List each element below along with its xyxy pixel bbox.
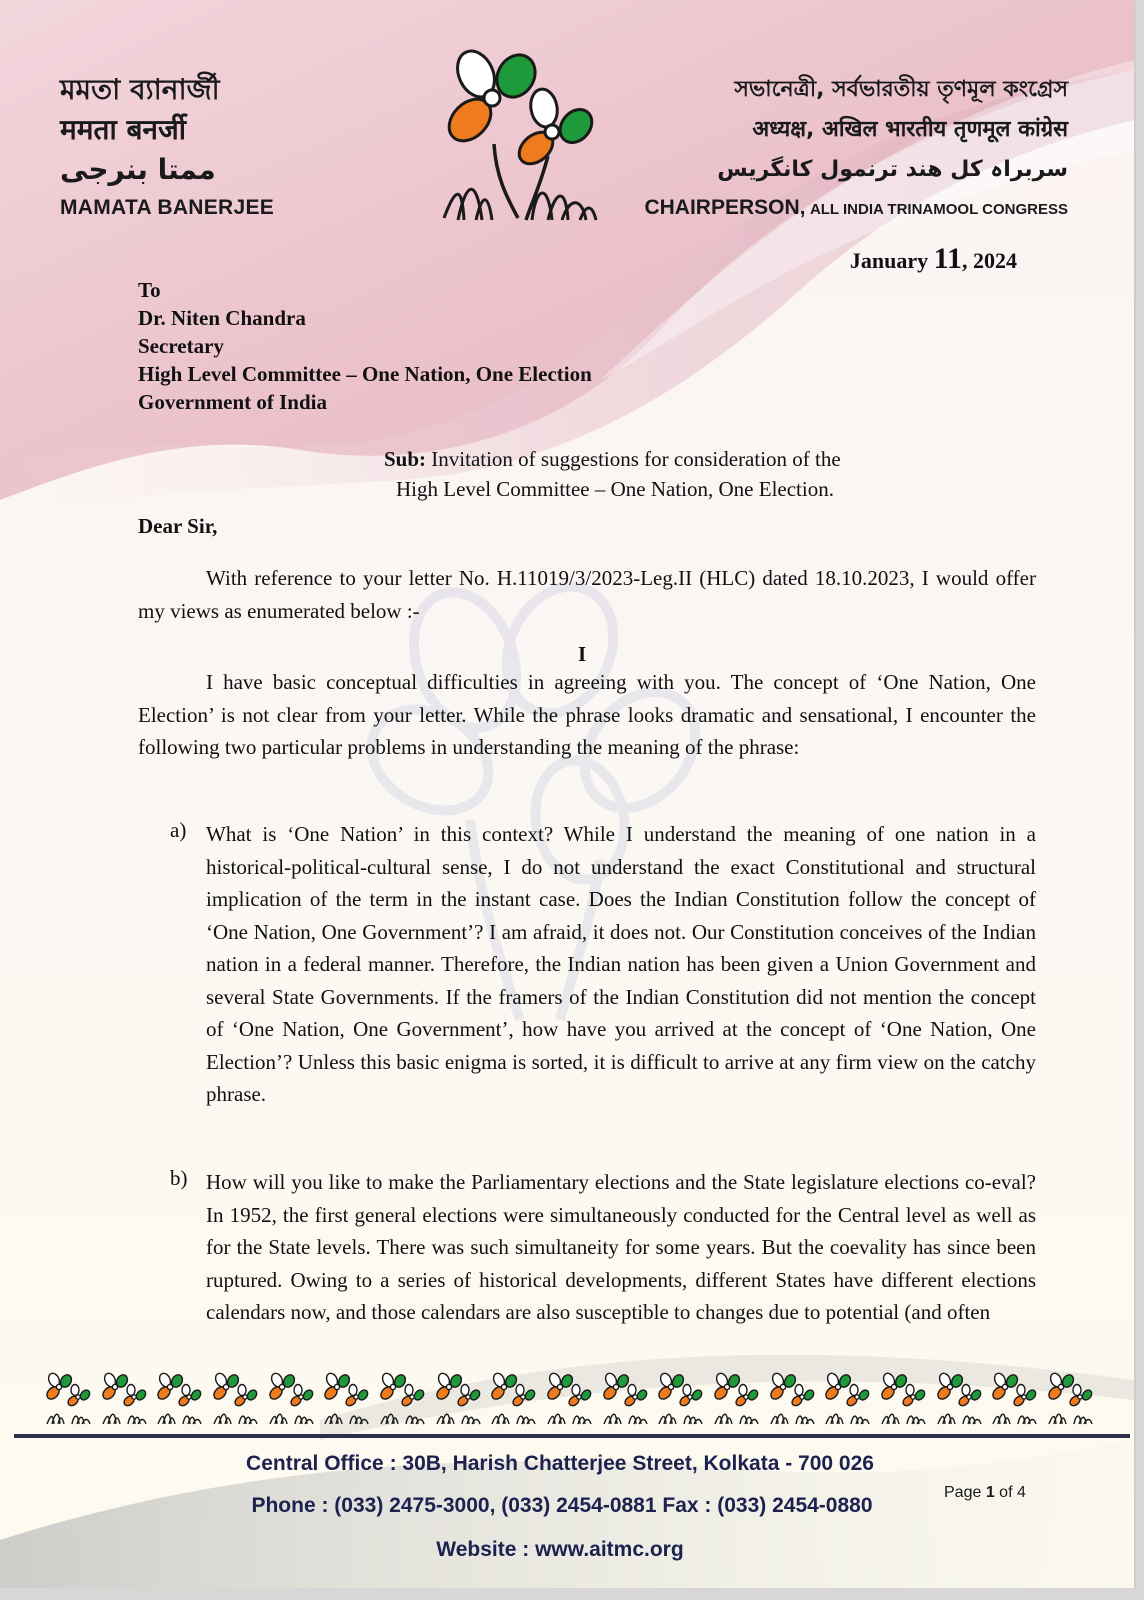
- page-total: of 4: [994, 1484, 1026, 1501]
- title-english: [644, 196, 1068, 220]
- sender-name-bengali: মমতা ব্যানার্জী: [60, 73, 220, 106]
- office-title-block: [644, 70, 1068, 220]
- address-line: Secretary: [138, 334, 224, 358]
- footer-office-address: Central Office : 30B, Harish Chatterjee Street, Kolkata - 700 026: [246, 1452, 874, 1475]
- party-name: ALL INDIA TRINAMOOL CONGRESS: [809, 201, 1068, 218]
- footer-logo-icon: [712, 1370, 760, 1426]
- footer-website: Website : www.aitmc.org: [436, 1538, 684, 1561]
- item-label-a: a): [170, 818, 187, 842]
- footer-logo-icon: [434, 1370, 482, 1426]
- footer-logo-icon: [155, 1370, 203, 1426]
- footer-logo-icon: [100, 1370, 148, 1426]
- sender-name-urdu: ممتا بنرجی: [60, 153, 216, 186]
- footer-logo-icon: [267, 1370, 315, 1426]
- item-text-a: What is ‘One Nation’ in this context? While I understand the meaning of one nation in a historical-political-cultural sense, I do not understand the exact Constitutional and structural implication of the term in the instant case. Does the Indian Constitution follow the concept of ‘One Nation, One Government’? I am afraid, it does not. Our Constitution conceives of the Indian nation in a federal manner. Therefore, the Indian nation has been given a Union Government and several State Governments. If the framers of the Indian Constitution did not mention the concept of ‘One Nation, One Government’, how have you arrived at the concept of ‘One Nation, One Election’? Unless this basic enigma is sorted, it is difficult to arrive at any firm view on the catchy phrase.: [206, 822, 1036, 1106]
- footer-phone-fax: Phone : (033) 2475-3000, (033) 2454-0881 Fax : (033) 2454-0880: [251, 1494, 873, 1517]
- subject-label: Sub:: [384, 447, 427, 471]
- title-urdu: سربراہ کل ھند ترنمول کانگریس: [717, 157, 1068, 182]
- sender-name-english: MAMATA BANERJEE: [60, 196, 275, 219]
- intro-paragraph: I have basic conceptual difficulties in agreeing with you. The concept of ‘One Nation, One Election’ is not clear from your letter. While the phrase looks dramatic and sensational, I encounter the following two particular problems in understanding the meaning of the phrase:: [138, 670, 1036, 759]
- chairperson-label: CHAIRPERSON,: [644, 196, 806, 219]
- footer-logo-row: [44, 1370, 1094, 1426]
- subject-line: [384, 444, 841, 504]
- footer-divider: [14, 1434, 1130, 1438]
- page-current: 1: [985, 1484, 995, 1501]
- item-text-b: How will you like to make the Parliamentary elections and the State legislature elections co-eval? In 1952, the first general elections were simultaneously conducted for the Central level as well as for the State levels. There was such simultaneity for some years. But the coevality has since been ruptured. Owing to a series of historical developments, different States have different elections calendars now, and those calendars are also susceptible to changes due to potential (and often: [206, 1170, 1036, 1324]
- date-year: , 2024: [962, 248, 1017, 273]
- footer-logo-icon: [545, 1370, 593, 1426]
- footer-logo-icon: [378, 1370, 426, 1426]
- subject-text-2: High Level Committee – One Nation, One Election.: [396, 477, 834, 501]
- footer-logo-icon: [1046, 1370, 1094, 1426]
- salutation: Dear Sir,: [138, 514, 218, 538]
- footer-logo-icon: [656, 1370, 704, 1426]
- subject-text-1: Invitation of suggestions for consideration of the: [426, 447, 841, 471]
- title-hindi: अध्यक्ष, अखिल भारतीय तृणमूल कांग्रेस: [752, 117, 1068, 142]
- title-bengali: সভানেত্রী, সর্বভারতীয় তৃণমূল কংগ্রেস: [734, 77, 1068, 102]
- section-number: I: [578, 642, 587, 666]
- trinamool-flower-grass-icon: [436, 36, 598, 232]
- footer-logo-icon: [211, 1370, 259, 1426]
- address-line: Dr. Niten Chandra: [138, 306, 306, 330]
- date-month: January: [849, 248, 929, 273]
- address-line: High Level Committee – One Nation, One Election: [138, 362, 592, 386]
- letter-date: [850, 242, 1017, 276]
- item-label-b: b): [170, 1166, 188, 1190]
- page-number: [944, 1484, 1026, 1502]
- footer-logo-icon: [879, 1370, 927, 1426]
- date-day-handwritten: 11: [933, 242, 962, 275]
- address-line: Government of India: [138, 390, 327, 414]
- sender-name-hindi: ममता बनर्जी: [60, 113, 187, 146]
- address-line: To: [138, 278, 161, 302]
- footer-logo-icon: [44, 1370, 92, 1426]
- sender-block: [60, 70, 274, 220]
- footer-logo-icon: [489, 1370, 537, 1426]
- reference-paragraph: With reference to your letter No. H.11019/3/2023-Leg.II (HLC) dated 18.10.2023, I would offer my views as enumerated below :-: [138, 566, 1036, 623]
- footer-logo-icon: [823, 1370, 871, 1426]
- footer-logo-icon: [990, 1370, 1038, 1426]
- page-prefix: Page: [944, 1484, 986, 1501]
- footer-logo-icon: [935, 1370, 983, 1426]
- recipient-address: [138, 276, 592, 416]
- footer-logo-icon: [322, 1370, 370, 1426]
- footer-logo-icon: [768, 1370, 816, 1426]
- footer-logo-icon: [601, 1370, 649, 1426]
